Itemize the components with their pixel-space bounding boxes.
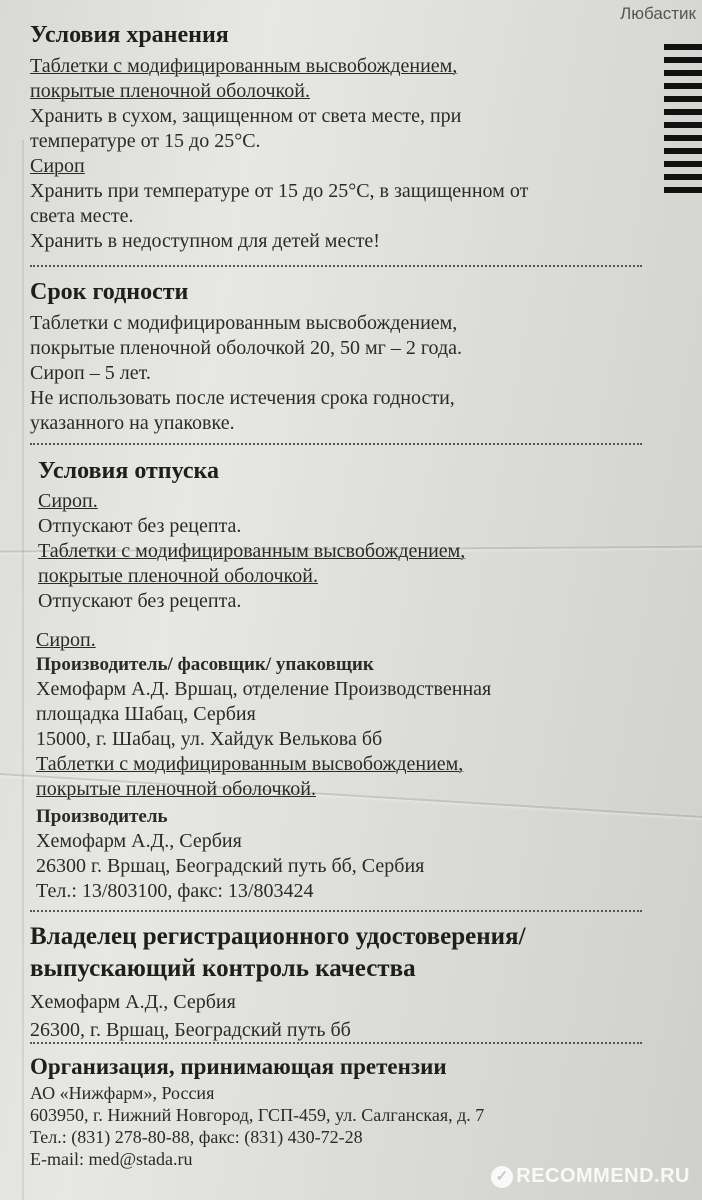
site-watermark	[491, 1165, 690, 1188]
storage-syrup-line: света месте.	[30, 205, 134, 227]
storage-syrup-label: Сироп	[30, 155, 85, 177]
dispensing-tablets-line: покрытые пленочной оболочкой.	[38, 565, 318, 587]
holder-line: Хемофарм А.Д., Сербия	[30, 991, 236, 1013]
shelf-life-line: указанного на упаковке.	[30, 412, 235, 434]
holder-title: выпускающий контроль качества	[30, 955, 416, 982]
producer-line: Тел.: 13/803100, факс: 13/803424	[36, 880, 314, 902]
storage-tablets-line: покрытые пленочной оболочкой.	[30, 80, 310, 102]
dotted-separator	[30, 443, 642, 445]
storage-text-line: температуре от 15 до 25°С.	[30, 130, 261, 152]
manufacturer-tablets-line: Таблетки с модифицированным высвобождением,	[36, 753, 464, 775]
storage-children-line: Хранить в недоступном для детей месте!	[30, 230, 380, 252]
recommend-logo-icon: ✓	[491, 1166, 513, 1188]
shelf-life-line: Сироп – 5 лет.	[30, 362, 151, 384]
claims-line: АО «Нижфарм», Россия	[30, 1083, 215, 1103]
packer-title: Производитель/ фасовщик/ упаковщик	[36, 654, 374, 675]
author-watermark: Любастик	[620, 4, 696, 23]
pencil-margin-line	[22, 140, 24, 1200]
dispensing-syrup-label: Сироп.	[38, 490, 98, 512]
storage-text-line: Хранить в сухом, защищенном от света месте, при	[30, 105, 462, 127]
packer-line: 15000, г. Шабац, ул. Хайдук Велькова бб	[36, 728, 383, 750]
producer-line: 26300 г. Вршац, Београдский путь бб, Сербия	[36, 855, 425, 877]
dotted-separator	[30, 265, 642, 267]
claims-line: Тел.: (831) 278-80-88, факс: (831) 430-72-28	[30, 1127, 363, 1147]
packer-line: Хемофарм А.Д. Вршац, отделение Производственная	[36, 678, 492, 700]
holder-title: Владелец регистрационного удостоверения/	[30, 923, 526, 950]
manufacturer-section	[36, 628, 656, 904]
claims-email: E-mail: med@stada.ru	[30, 1149, 193, 1169]
dispensing-title: Условия отпуска	[38, 458, 219, 484]
manufacturer-tablets-line: покрытые пленочной оболочкой.	[36, 778, 316, 800]
dotted-separator	[30, 1042, 642, 1044]
dotted-separator	[30, 910, 642, 912]
storage-title: Условия хранения	[30, 22, 229, 48]
site-watermark-text: RECOMMEND.RU	[516, 1165, 690, 1187]
storage-syrup-line: Хранить при температуре от 15 до 25°С, в защищенном от	[30, 180, 529, 202]
dispensing-section	[38, 456, 658, 614]
storage-tablets-line: Таблетки с модифицированным высвобождением,	[30, 55, 458, 77]
shelf-life-line: Таблетки с модифицированным высвобождением,	[30, 312, 458, 334]
shelf-life-line: Не использовать после истечения срока годности,	[30, 387, 455, 409]
dispensing-line: Отпускают без рецепта.	[38, 590, 242, 612]
packer-line: площадка Шабац, Сербия	[36, 703, 256, 725]
holder-line: 26300, г. Вршац, Београдский путь бб	[30, 1019, 351, 1041]
manufacturer-syrup-label: Сироп.	[36, 629, 96, 651]
producer-title: Производитель	[36, 806, 168, 827]
claims-line: 603950, г. Нижний Новгород, ГСП-459, ул. Салганская, д. 7	[30, 1105, 485, 1125]
producer-line: Хемофарм А.Д., Сербия	[36, 830, 242, 852]
shelf-life-title: Срок годности	[30, 279, 189, 305]
dispensing-line: Отпускают без рецепта.	[38, 515, 242, 537]
dispensing-tablets-line: Таблетки с модифицированным высвобождением,	[38, 540, 466, 562]
storage-section	[30, 20, 650, 254]
barcode-icon	[664, 44, 702, 214]
shelf-life-line: покрытые пленочной оболочкой 20, 50 мг – 2 года.	[30, 337, 463, 359]
shelf-life-section	[30, 277, 650, 436]
claims-section	[30, 1052, 650, 1170]
holder-section	[30, 921, 650, 1043]
claims-title: Организация, принимающая претензии	[30, 1054, 447, 1079]
